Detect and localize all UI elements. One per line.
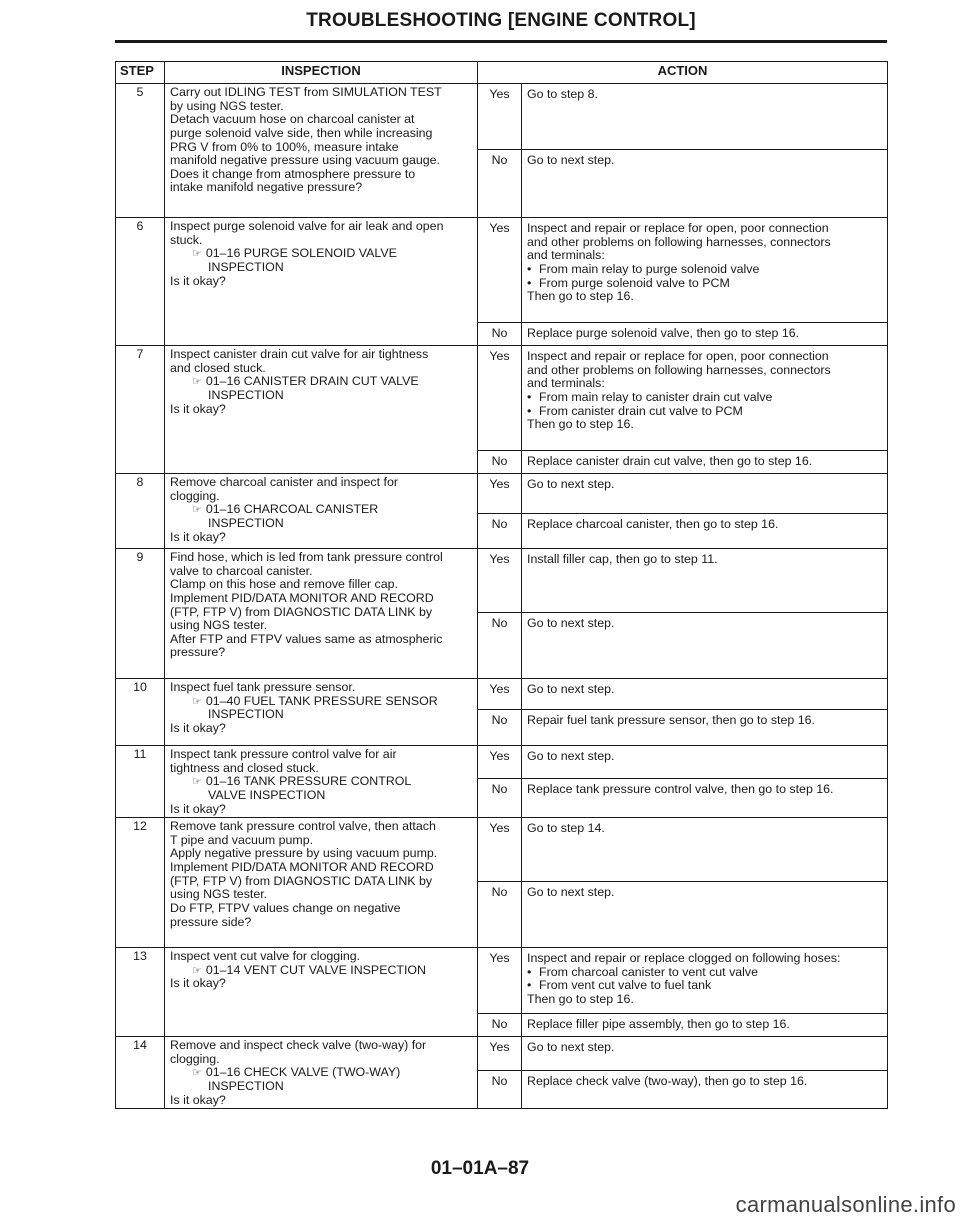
bullet-icon: • [527, 403, 532, 418]
inspection-line: Implement PID/DATA MONITOR AND RECORD [170, 590, 434, 605]
step-number: 8 [116, 474, 165, 549]
inspection-line: purge solenoid valve side, then while increasing [170, 125, 433, 140]
action-bullet-item [527, 405, 882, 419]
table-row [116, 549, 888, 613]
no-action-cell [522, 710, 888, 746]
inspection-line: Carry out IDLING TEST from SIMULATION TEST [170, 85, 442, 99]
inspection-cell [165, 818, 478, 948]
inspection-line: PRG V from 0% to 100%, measure intake [170, 139, 399, 154]
yes-action-cell [522, 474, 888, 514]
action-line: Go to next step. [527, 885, 615, 900]
bullet-text: From vent cut valve to fuel tank [539, 978, 712, 993]
reference-line [170, 517, 472, 531]
reference-line [170, 1080, 472, 1094]
inspection-line: stuck. [170, 232, 203, 247]
inspection-question: Is it okay? [170, 273, 226, 288]
reference-pointer-icon: ☞ [192, 248, 202, 261]
inspection-line: T pipe and vacuum pump. [170, 832, 314, 847]
yes-label: Yes [478, 474, 522, 514]
no-label: No [478, 1014, 522, 1037]
yes-label: Yes [478, 679, 522, 710]
inspection-line: and closed stuck. [170, 360, 266, 375]
reference-text: INSPECTION [208, 515, 284, 530]
inspection-line: Inspect canister drain cut valve for air tightness [170, 347, 429, 361]
yes-label: Yes [478, 218, 522, 323]
column-header-action: ACTION [478, 62, 888, 84]
inspection-question: Is it okay? [170, 720, 226, 735]
inspection-line: Inspect fuel tank pressure sensor. [170, 680, 356, 694]
action-line: Replace canister drain cut valve, then go to step 16. [527, 454, 813, 468]
inspection-line: Do FTP, FTPV values change on negative [170, 901, 401, 916]
action-line: Replace purge solenoid valve, then go to step 16. [527, 326, 800, 340]
inspection-question: Is it okay? [170, 1092, 226, 1107]
no-label: No [478, 323, 522, 346]
yes-action-cell [522, 818, 888, 882]
action-bullet-item [527, 966, 882, 980]
bullet-icon: • [527, 978, 532, 993]
action-line: Go to next step. [527, 749, 615, 763]
action-line: Go to step 8. [527, 87, 598, 101]
reference-pointer-icon: ☞ [192, 695, 202, 708]
yes-action-cell [522, 346, 888, 451]
no-action-cell [522, 150, 888, 218]
table-row [116, 218, 888, 323]
action-line: Inspect and repair or replace for open, poor connection [527, 349, 829, 363]
no-label: No [478, 1070, 522, 1109]
step-number: 13 [116, 948, 165, 1037]
inspection-cell [165, 746, 478, 818]
reference-text: 01–14 VENT CUT VALVE INSPECTION [205, 962, 427, 977]
reference-text: INSPECTION [208, 1079, 284, 1094]
reference-text: VALVE INSPECTION [208, 787, 326, 802]
no-label: No [478, 882, 522, 948]
no-action-cell [522, 779, 888, 818]
reference-text: 01–16 PURGE SOLENOID VALVE [205, 246, 397, 261]
yes-action-cell [522, 746, 888, 779]
action-line: and terminals: [527, 248, 605, 263]
table-row [116, 1037, 888, 1070]
inspection-line: pressure side? [170, 914, 252, 929]
action-line: Go to next step. [527, 616, 615, 630]
action-line: Replace filler pipe assembly, then go to step 16. [527, 1017, 790, 1032]
inspection-line: (FTP, FTP V) from DIAGNOSTIC DATA LINK by [170, 604, 433, 619]
bullet-icon: • [527, 261, 532, 276]
inspection-cell [165, 549, 478, 679]
header-rule [115, 40, 887, 43]
no-action-cell [522, 1014, 888, 1037]
step-number: 7 [116, 346, 165, 474]
reference-line [170, 247, 472, 261]
inspection-line: Inspect purge solenoid valve for air leak and open [170, 219, 444, 233]
step-number: 9 [116, 549, 165, 679]
table-body [116, 84, 888, 1109]
reference-line [170, 375, 472, 389]
action-line: Then go to step 16. [527, 992, 634, 1007]
inspection-line: (FTP, FTP V) from DIAGNOSTIC DATA LINK by [170, 873, 433, 888]
inspection-line: Remove tank pressure control valve, then attach [170, 819, 436, 834]
yes-action-cell [522, 679, 888, 710]
table-row [116, 818, 888, 882]
inspection-line: Clamp on this hose and remove filler cap. [170, 577, 398, 592]
inspection-cell [165, 679, 478, 746]
inspection-line: Detach vacuum hose on charcoal canister at [170, 112, 415, 127]
yes-label: Yes [478, 818, 522, 882]
inspection-line: intake manifold negative pressure? [170, 180, 363, 195]
troubleshooting-table [115, 61, 888, 1109]
action-line: Repair fuel tank pressure sensor, then go to step 16. [527, 713, 815, 727]
reference-line [170, 261, 472, 275]
inspection-cell [165, 84, 478, 218]
no-action-cell [522, 451, 888, 474]
reference-pointer-icon: ☞ [192, 1067, 202, 1080]
table-row [116, 948, 888, 1014]
inspection-line: by using NGS tester. [170, 98, 284, 113]
action-line: Go to next step. [527, 477, 615, 491]
action-bullet-item [527, 277, 882, 291]
action-line: and other problems on following harnesses, connectors [527, 362, 831, 377]
inspection-question: Is it okay? [170, 976, 226, 991]
reference-line [170, 789, 472, 803]
step-number: 5 [116, 84, 165, 218]
inspection-line: clogging. [170, 488, 220, 503]
yes-action-cell [522, 549, 888, 613]
bullet-text: From canister drain cut valve to PCM [539, 403, 743, 418]
page-header-title: TROUBLESHOOTING [ENGINE CONTROL] [306, 10, 696, 31]
reference-text: 01–16 TANK PRESSURE CONTROL [205, 774, 412, 789]
no-action-cell [522, 613, 888, 679]
inspection-cell [165, 346, 478, 474]
yes-label: Yes [478, 1037, 522, 1070]
no-label: No [478, 613, 522, 679]
no-action-cell [522, 882, 888, 948]
no-label: No [478, 779, 522, 818]
action-line: and terminals: [527, 376, 605, 391]
inspection-line: Apply negative pressure by using vacuum pump. [170, 846, 438, 861]
reference-text: 01–16 CHARCOAL CANISTER [205, 502, 379, 517]
column-header-step: STEP [116, 62, 165, 84]
step-number: 12 [116, 818, 165, 948]
reference-pointer-icon: ☞ [192, 964, 202, 977]
inspection-line: valve to charcoal canister. [170, 563, 313, 578]
action-line: Go to step 14. [527, 821, 605, 836]
inspection-line: Find hose, which is led from tank pressure control [170, 550, 443, 564]
inspection-line: manifold negative pressure using vacuum gauge. [170, 153, 441, 168]
no-label: No [478, 150, 522, 218]
reference-text: INSPECTION [208, 387, 284, 402]
inspection-line: Inspect tank pressure control valve for air [170, 747, 397, 761]
action-line: Inspect and repair or replace for open, poor connection [527, 221, 829, 235]
no-action-cell [522, 514, 888, 549]
bullet-icon: • [527, 389, 532, 404]
inspection-cell [165, 1037, 478, 1109]
reference-line [170, 1066, 472, 1080]
watermark-text: carmanualsonline.info [735, 1192, 956, 1217]
no-label: No [478, 514, 522, 549]
action-line: Go to next step. [527, 153, 615, 167]
reference-line [170, 503, 472, 517]
reference-text: 01–16 CHECK VALVE (TWO-WAY) [205, 1065, 401, 1080]
bullet-text: From main relay to purge solenoid valve [539, 261, 760, 276]
action-line: Then go to step 16. [527, 289, 634, 304]
action-line: Install filler cap, then go to step 11. [527, 552, 718, 566]
inspection-line: Remove and inspect check valve (two-way) for [170, 1038, 427, 1053]
inspection-cell [165, 218, 478, 346]
action-line: Then go to step 16. [527, 417, 634, 432]
table-row [116, 746, 888, 779]
yes-action-cell [522, 948, 888, 1014]
action-bullet-item [527, 979, 882, 993]
reference-line [170, 775, 472, 789]
inspection-line: using NGS tester. [170, 618, 268, 633]
action-line: Go to next step. [527, 1040, 615, 1055]
table-row [116, 474, 888, 514]
inspection-line: tightness and closed stuck. [170, 760, 319, 775]
table-row [116, 84, 888, 150]
action-line: Replace tank pressure control valve, then go to step 16. [527, 782, 834, 797]
reference-line [170, 695, 472, 709]
inspection-question: Is it okay? [170, 801, 226, 816]
page-number: 01–01A–87 [430, 1158, 530, 1179]
inspection-question: Is it okay? [170, 529, 226, 544]
bullet-icon: • [527, 275, 532, 290]
table-row [116, 346, 888, 451]
reference-line [170, 964, 472, 978]
column-header-inspection: INSPECTION [165, 62, 478, 84]
yes-label: Yes [478, 746, 522, 779]
bullet-text: From purge solenoid valve to PCM [539, 275, 730, 290]
yes-action-cell [522, 218, 888, 323]
step-number: 10 [116, 679, 165, 746]
action-line: Inspect and repair or replace clogged on following hoses: [527, 951, 841, 966]
inspection-cell [165, 948, 478, 1037]
reference-text: INSPECTION [208, 259, 284, 274]
inspection-line: After FTP and FTPV values same as atmospheric [170, 631, 443, 646]
step-number: 11 [116, 746, 165, 818]
reference-text: INSPECTION [208, 707, 284, 722]
step-number: 6 [116, 218, 165, 346]
reference-text: 01–16 CANISTER DRAIN CUT VALVE [205, 374, 419, 389]
action-line: Go to next step. [527, 682, 615, 696]
step-number: 14 [116, 1037, 165, 1109]
inspection-line: Inspect vent cut valve for clogging. [170, 949, 361, 964]
yes-label: Yes [478, 549, 522, 613]
reference-text: 01–40 FUEL TANK PRESSURE SENSOR [205, 693, 438, 708]
table-row [116, 679, 888, 710]
inspection-line: Remove charcoal canister and inspect for [170, 475, 398, 489]
table-header-row [116, 62, 888, 84]
no-action-cell [522, 1070, 888, 1109]
bullet-text: From main relay to canister drain cut valve [539, 389, 773, 404]
no-action-cell [522, 323, 888, 346]
yes-label: Yes [478, 948, 522, 1014]
bullet-text: From charcoal canister to vent cut valve [539, 964, 758, 979]
yes-label: Yes [478, 346, 522, 451]
yes-label: Yes [478, 84, 522, 150]
bullet-icon: • [527, 964, 532, 979]
reference-line [170, 389, 472, 403]
inspection-line: using NGS tester. [170, 887, 268, 902]
reference-pointer-icon: ☞ [192, 776, 202, 789]
inspection-question: Is it okay? [170, 401, 226, 416]
action-line: and other problems on following harnesses, connectors [527, 234, 831, 249]
action-line: Replace charcoal canister, then go to step 16. [527, 517, 779, 531]
action-bullet-item [527, 263, 882, 277]
action-line: Replace check valve (two-way), then go to step 16. [527, 1073, 808, 1088]
yes-action-cell [522, 84, 888, 150]
no-label: No [478, 710, 522, 746]
reference-line [170, 708, 472, 722]
reference-pointer-icon: ☞ [192, 504, 202, 517]
yes-action-cell [522, 1037, 888, 1070]
inspection-cell [165, 474, 478, 549]
inspection-line: Implement PID/DATA MONITOR AND RECORD [170, 860, 434, 875]
inspection-line: clogging. [170, 1051, 220, 1066]
reference-pointer-icon: ☞ [192, 376, 202, 389]
inspection-line: Does it change from atmosphere pressure to [170, 166, 416, 181]
action-bullet-item [527, 391, 882, 405]
inspection-line: pressure? [170, 645, 226, 660]
no-label: No [478, 451, 522, 474]
